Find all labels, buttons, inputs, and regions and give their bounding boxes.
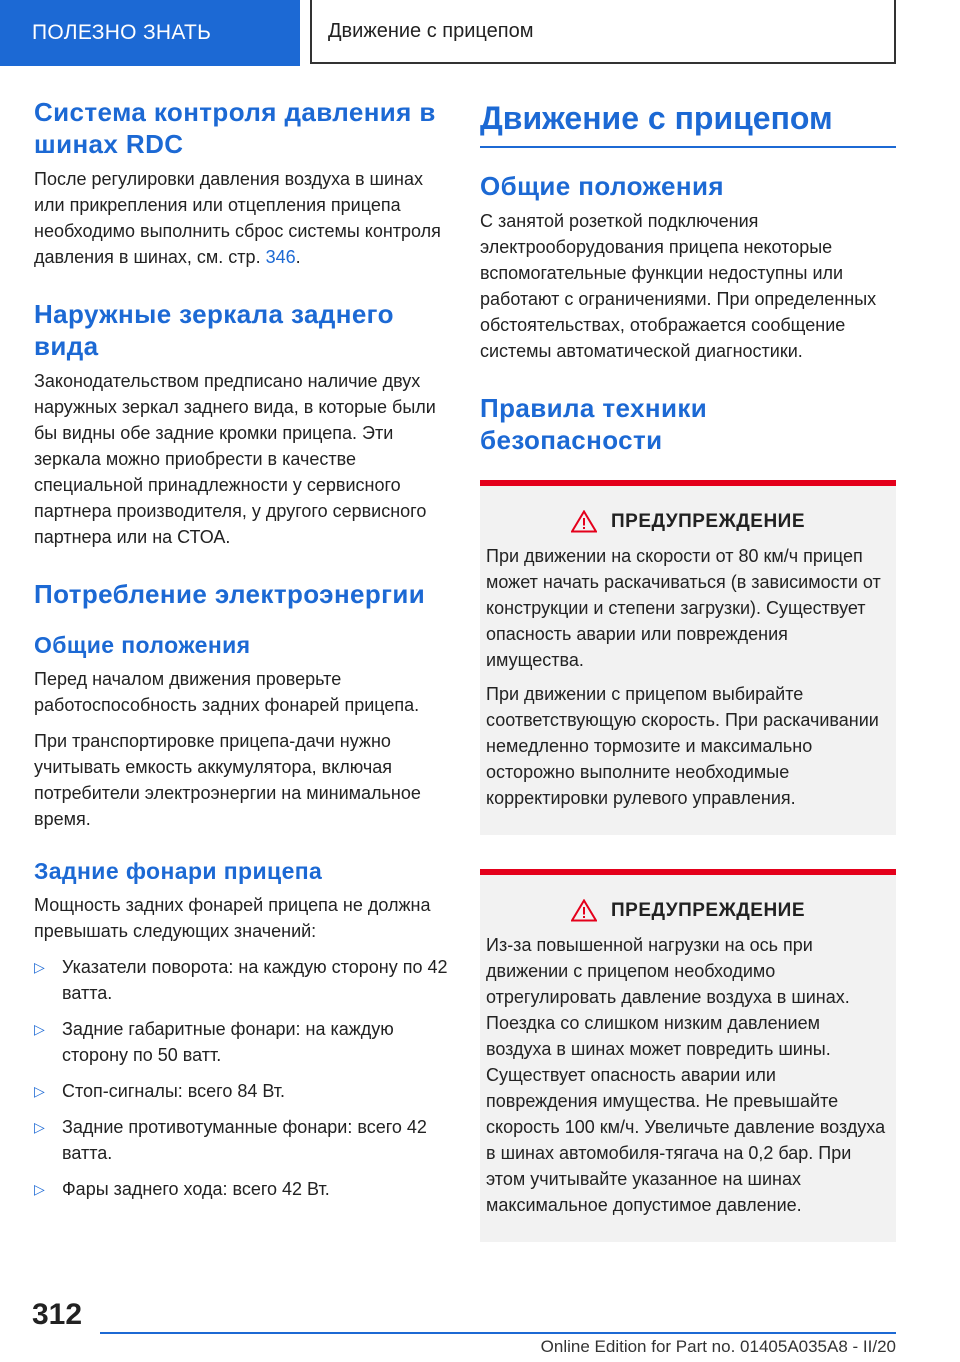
left-column: [34, 96, 448, 1212]
safety-heading: Правила техники безопасности: [480, 393, 708, 455]
power-general-p2: При транспортировке прицепа-дачи нужно учитывать емкость аккумулятора, включая потребители электроэнергии на минимальное время.: [34, 731, 421, 829]
triangle-bullet-icon: ▷: [34, 1021, 45, 1037]
warning-label: ПРЕДУПРЕЖДЕНИЕ: [610, 510, 806, 532]
list-item: ▷ Задние противотуманные фонари: всего 42 ватта.: [34, 1114, 448, 1166]
page-ref-link[interactable]: 346: [265, 247, 296, 267]
rdc-heading: Система контроля давления в шинах RDC: [34, 97, 436, 159]
lights-list: [34, 954, 448, 1202]
warning-box-2: [480, 869, 896, 1242]
list-item: ▷ Фары заднего хода: всего 42 Вт.: [34, 1176, 448, 1202]
chapter-title: Движение с прицепом: [310, 0, 896, 64]
triangle-bullet-icon: ▷: [34, 1119, 45, 1135]
warning-1-p1: При движении на скорости от 80 км/ч прицеп может начать раскачиваться (в зависимости от конструкции и степени загрузки). Существует опасность аварии или повреждения имущества.: [486, 546, 881, 670]
right-general-heading: Общие положения: [480, 171, 724, 201]
chapter-heading: Движение с прицепом: [480, 96, 896, 148]
warning-1-p2: При движении с прицепом выбирайте соответствующую скорость. При раскачивании немедленно тормозите и максимально осторожно выполните необходимые корректировки рулевого управления.: [486, 684, 879, 808]
footer-edition: Online Edition for Part no. 01405A035A8 - II/20: [540, 1337, 896, 1356]
triangle-bullet-icon: ▷: [34, 959, 45, 975]
triangle-bullet-icon: ▷: [34, 1181, 45, 1197]
power-general-p1: Перед началом движения проверьте работоспособность задних фонарей прицепа.: [34, 669, 420, 715]
right-column: [480, 96, 896, 1276]
warning-triangle-icon: [571, 899, 597, 922]
lights-heading: Задние фонари прицепа: [34, 858, 323, 884]
power-heading: Потребление электроэнергии: [34, 579, 426, 609]
warning-2-p1: Из-за повышенной нагрузки на ось при движении с прицепом необходимо отрегулировать давление воздуха в шинах. Поездка со слишком низким давлением воздуха в шинах может повредить шины. Существует опасность аварии или повреждения имущества. Не превышайте скорость 100 км/ч. Увеличьте давление воздуха в шинах автомобиля-тягача на 0,2 бар. При этом учитывайте указанное на шинах максимальное допустимое давление.: [486, 935, 886, 1215]
lights-intro: Мощность задних фонарей прицепа не должна превышать следующих значений:: [34, 895, 431, 941]
footer-divider: [100, 1332, 896, 1334]
warning-triangle-icon: [571, 510, 597, 533]
warning-label: ПРЕДУПРЕЖДЕНИЕ: [610, 899, 806, 921]
power-general-heading: Общие положения: [34, 632, 251, 658]
list-item: ▷ Указатели поворота: на каждую сторону по 42 ватта.: [34, 954, 448, 1006]
mirrors-heading: Наружные зеркала заднего вида: [34, 299, 394, 361]
warning-box-1: [480, 480, 896, 835]
section-tab[interactable]: ПОЛЕЗНО ЗНАТЬ: [0, 0, 300, 66]
mirrors-text: Законодательством предписано наличие двух наружных зеркал заднего вида, в которые были бы видны обе задние кромки прицепа. Эти зеркала можно приобрести в качестве специальной принадлежности у сервисного партнера производителя, у другого сервисного партнера или на СТОА.: [34, 371, 436, 547]
page-number: 312: [32, 1298, 83, 1331]
list-item: ▷ Стоп-сигналы: всего 84 Вт.: [34, 1078, 448, 1104]
list-item: ▷ Задние габаритные фонари: на каждую сторону по 50 ватт.: [34, 1016, 448, 1068]
triangle-bullet-icon: ▷: [34, 1083, 45, 1099]
rdc-text: После регулировки давления воздуха в шинах или прикрепления или отцепления прицепа необходимо выполнить сброс системы контроля давления в шинах, см. стр. 346.: [34, 169, 441, 267]
right-general-text: С занятой розеткой подключения электрооборудования прицепа некоторые вспомогательные функции недоступны или работают с ограничениями. При определенных обстоятельствах, отображается сообщение системы автоматической диагностики.: [480, 211, 877, 361]
